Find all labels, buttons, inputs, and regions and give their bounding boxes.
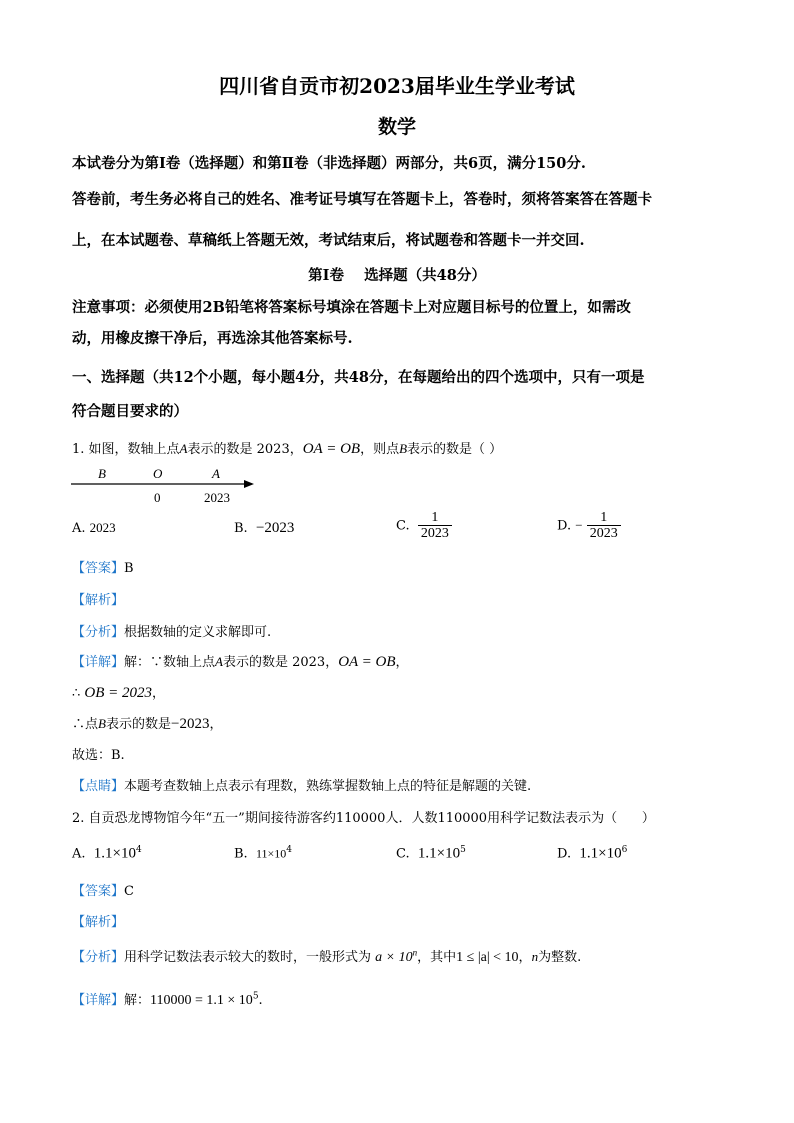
q2-option-c: C. $1.1\times 10^5$	[396, 845, 466, 862]
fraction: $\frac{1}{2023}$	[418, 510, 452, 542]
q1-analysis-tag: 【解析】	[72, 593, 125, 608]
fraction: $\frac{1}{2023}$	[587, 510, 621, 542]
tick-zero-label: 0	[154, 490, 161, 505]
intro-line-1: 本试卷分为第Ⅰ卷（选择题）和第Ⅱ卷（非选择题）两部分，共6页，满分150分.	[72, 155, 586, 172]
intro-line-3: 上，在本试题卷、草稿纸上答题无效，考试结束后，将试题卷和答题卡一并交回.	[72, 232, 585, 249]
q2-option-a: A. $1.1\times 10^4$	[72, 845, 142, 862]
q2-option-b: B. $11\times 10^4$	[234, 845, 293, 862]
note-line-1: 注意事项：必须使用2B铅笔将答案标号填涂在答题卡上对应题目标号的位置上，如需改	[72, 299, 631, 316]
exam-title: 四川省自贡市初2023届毕业生学业考试	[219, 74, 575, 98]
q2-fenxi: 【分析】用科学记数法表示较大的数时，一般形式为 $a \times 10^n$，其中1 ≤ |a| < 10，n为整数.	[72, 947, 582, 965]
q2-option-d: D. $1.1\times 10^6$	[557, 845, 628, 862]
note-line-2: 动，用橡皮擦干净后，再选涂其他答案标号.	[72, 330, 353, 347]
q1-answer: 【答案】B	[72, 561, 134, 576]
point-a-label: A	[212, 466, 220, 481]
q1-step-2: ∴点B表示的数是−2023，	[72, 716, 223, 732]
subject-title: 数学	[377, 116, 416, 138]
point-o-label: O	[153, 466, 163, 481]
q2-detail: 【详解】解：$110000 = 1.1 \times 10^5$.	[72, 991, 263, 1008]
q2-analysis-tag: 【解析】	[72, 915, 125, 930]
q1-option-c: C. $\frac{1}{2023}$	[396, 510, 452, 542]
intro-line-2: 答卷前，考生务必将自己的姓名、准考证号填写在答题卡上，答卷时，须将答案答在答题卡	[72, 191, 652, 208]
q1-option-d: D. − $\frac{1}{2023}$	[557, 510, 621, 542]
q2-stem: 2. 自贡恐龙博物馆今年“五一”期间接待游客约110000人．人数110000用科学记数法表示为（ ）	[72, 811, 655, 826]
q1-option-b: B. −2023	[234, 520, 295, 536]
q1-detail: 【详解】解：∵数轴上点A表示的数是 2023，OA = OB，	[72, 654, 409, 670]
part-heading-2: 符合题目要求的）	[72, 403, 188, 420]
tick-2023-label: 2023	[204, 490, 230, 505]
q1-dianjing: 【点睛】本题考查数轴上点表示有理数，熟练掌握数轴上点的特征是解题的关键.	[72, 779, 532, 794]
q1-option-a: A. 2023	[72, 520, 116, 536]
q1-stem: 1. 如图，数轴上点A表示的数是 2023，OA = OB，则点B表示的数是（ ）	[72, 441, 503, 457]
q2-answer: 【答案】C	[72, 884, 134, 899]
section-heading: 第Ⅰ卷 选择题（共48分）	[308, 267, 486, 284]
point-b-label: B	[98, 466, 106, 481]
q1-fenxi: 【分析】根据数轴的定义求解即可.	[72, 625, 272, 640]
part-heading-1: 一、选择题（共12个小题，每小题4分，共48分，在每题给出的四个选项中，只有一项是	[72, 369, 645, 386]
q1-step-1: ∴ OB = 2023，	[72, 685, 166, 701]
number-line-figure	[68, 462, 268, 508]
axis-arrow-icon	[244, 480, 254, 488]
q1-choice: 故选：B.	[72, 748, 125, 763]
